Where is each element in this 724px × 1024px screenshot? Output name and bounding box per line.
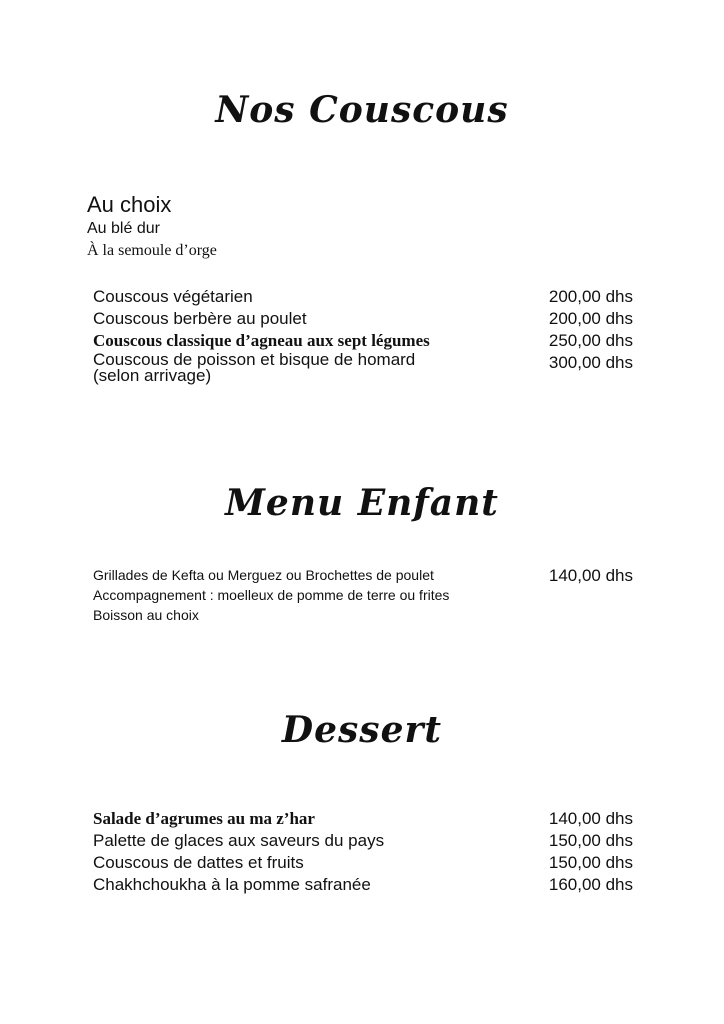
menu-item-name: Couscous classique d’agneau aux sept légumes: [93, 331, 430, 350]
section-title-menu-enfant: Menu Enfant: [225, 482, 499, 524]
menu-item-name: Palette de glaces aux saveurs du pays: [93, 831, 385, 850]
menu-item-name: Chakhchoukha à la pomme safranée: [93, 875, 371, 894]
menu-item-name: Couscous de dattes et fruits: [93, 853, 304, 872]
menu-enfant-price: 140,00 dhs: [548, 566, 633, 585]
menu-item: [93, 352, 633, 384]
enfant-line-accompagnement: Accompagnement : moelleux de pomme de terre ou frites: [93, 587, 450, 603]
menu-item: [93, 330, 633, 352]
menu-item-price: 150,00 dhs: [548, 831, 633, 850]
menu-item-price: 150,00 dhs: [548, 853, 633, 872]
menu-enfant-block: [93, 565, 633, 625]
menu-item-price: 200,00 dhs: [548, 309, 633, 328]
couscous-choice-block: [87, 192, 217, 262]
menu-item-price: 200,00 dhs: [548, 287, 633, 306]
enfant-line-grillades: Grillades de Kefta ou Merguez ou Brochettes de poulet: [93, 567, 434, 583]
menu-item: [93, 308, 633, 330]
menu-item-name-block: [93, 352, 415, 384]
choice-option-semoule-orge: À la semoule d’orge: [87, 242, 217, 259]
menu-item-price: 300,00 dhs: [548, 353, 633, 372]
enfant-line-boisson: Boisson au choix: [93, 607, 199, 623]
choice-option-ble-dur: Au blé dur: [87, 220, 160, 237]
choice-heading: Au choix: [87, 192, 172, 217]
menu-item-name: Couscous végétarien: [93, 287, 253, 306]
couscous-menu-list: [93, 286, 633, 384]
menu-item-name: Salade d’agrumes au ma z’har: [93, 809, 315, 828]
menu-item-price: 140,00 dhs: [548, 809, 633, 828]
menu-item: [93, 830, 633, 852]
section-title-couscous: Nos Couscous: [215, 89, 509, 131]
menu-item-name: Couscous de poisson et bisque de homard: [93, 350, 416, 369]
menu-item: [93, 852, 633, 874]
menu-item: [93, 286, 633, 308]
menu-item-name: Couscous berbère au poulet: [93, 309, 307, 328]
menu-item-price: 250,00 dhs: [548, 331, 633, 350]
menu-item-price: 160,00 dhs: [548, 875, 633, 894]
section-title-dessert: Dessert: [281, 709, 443, 751]
menu-item-note: (selon arrivage): [93, 366, 212, 385]
menu-item: [93, 874, 633, 896]
menu-item: [93, 808, 633, 830]
dessert-menu-list: [93, 808, 633, 896]
